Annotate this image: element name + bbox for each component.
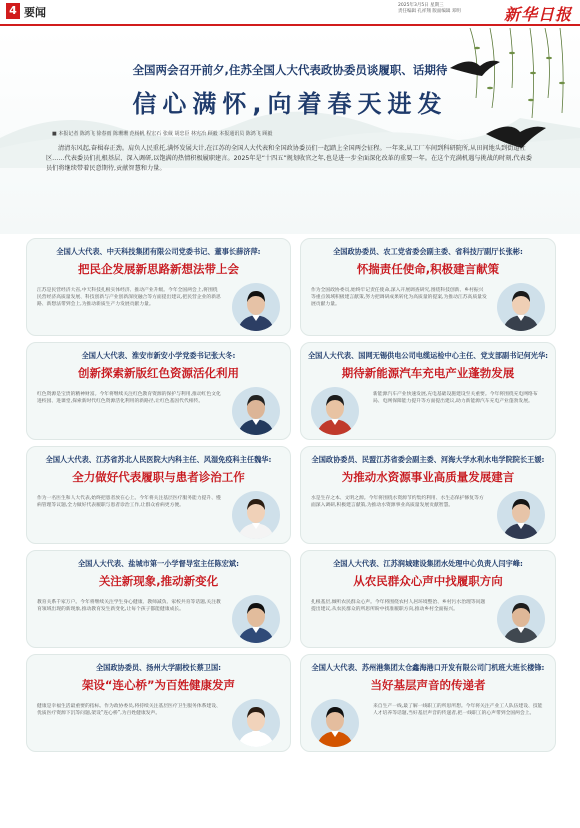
card-body: 水是生存之本、文明之源。今年将围绕水资源节约集约利用、水生态保护修复等方面深入调研,积极建言献策,为推动水资源事业高质量发展贡献智慧。 bbox=[311, 496, 484, 508]
portrait-photo bbox=[497, 283, 545, 331]
card-headline: 为推动水资源事业高质量发展建言 bbox=[341, 470, 515, 484]
hero-intro: 清清东风起,奋楫春正劲。肩负人民重托,满怀发展大计,在江苏的全国人大代表和全国政协委员们一起踏上全国两会征程。一年来,从工厂车间到科研院所,从田间地头到街道社区……代表委员们扎根基层、深入调研,以饱满的热情积极履职建言。2025年是“十四五”规划收官之年,也是进一步全面深化改革的重要一年。在这个充满机遇与挑战的时刻,代表委员们将继续带着民意期待,贡献智慧和力量。 bbox=[46, 145, 532, 172]
card-headline: 创新探索新版红色资源活化利用 bbox=[78, 366, 239, 380]
page-number: 4 bbox=[6, 3, 20, 19]
date-line: 2025年3月5日 星期三 bbox=[398, 3, 444, 8]
portrait-photo bbox=[232, 699, 280, 747]
masthead bbox=[0, 0, 580, 26]
portrait-photo bbox=[232, 283, 280, 331]
card-body: 作为全国政协委员,始终牢记责任使命,深入开展调查研究,围绕科技创新、乡村振兴等重点领域积极建言献策,努力把调研成果转化为高质量的提案,为推动江苏高质量发展贡献力量。 bbox=[311, 288, 487, 307]
portrait-photo bbox=[311, 387, 359, 435]
card-title: 全国人大代表、淮安市新安小学党委书记张大冬: bbox=[81, 351, 236, 360]
hero-headline: 信心满怀,向着春天进发 bbox=[132, 90, 448, 118]
date-block bbox=[398, 3, 496, 15]
interview-card bbox=[26, 446, 291, 544]
section-name: 要闻 bbox=[24, 6, 46, 19]
card-body: 健康是幸福生活最重要的指标。作为政协委员,将持续关注基层医疗卫生服务体系建设、优质医疗资源下沉等问题,架设“连心桥”,为百姓健康发声。 bbox=[37, 704, 221, 716]
interview-card bbox=[300, 654, 556, 752]
portrait-photo bbox=[311, 699, 359, 747]
card-title: 全国人大代表、盐城市第一小学督导室主任陈宏斌: bbox=[77, 559, 239, 568]
interview-card bbox=[300, 342, 556, 440]
card-body: 红色资源是宝贵的精神财富。今年将继续关注红色教育资源的保护与利用,推动红色文化进校园、进课堂,探索新时代红色资源活化利用的新路径,让红色基因代代相传。 bbox=[37, 392, 221, 404]
card-headline: 关注新现象,推动新变化 bbox=[98, 574, 219, 588]
card-title: 全国政协委员、扬州大学副校长蔡卫国: bbox=[95, 663, 222, 672]
card-headline: 全力做好代表履职与患者诊治工作 bbox=[72, 470, 245, 484]
portrait-photo bbox=[232, 491, 280, 539]
hero-credits: ■ 本报记者 陈鸿飞 徐春雨 陈珊珊 范杨帆 程宏石 张葳 胡忠臣 林宪冶 顾毅 本报通讯员 陈鸿飞 顾毅 bbox=[52, 131, 273, 137]
card-title: 全国人大代表、中天科技集团有限公司党委书记、董事长薛济萍: bbox=[56, 247, 261, 256]
card-body: 江苏是民营经济大省,中天科技扎根实体经济、推动产业升级。今年全国两会上,将围绕民营经济高质量发展、科技创新与产业创新深度融合等方面提出建议,把民营企业的新思路、新想法带到会上,为推动新质生产力发展贡献力量。 bbox=[37, 288, 221, 307]
editor-line: 责任编辑 孔祥翔 版面编辑 邓明 bbox=[398, 9, 461, 14]
card-body: 扎根基层,倾听农民群众心声。今年将围绕农村人居环境整治、乡村污水治理等问题提出建议,从农民群众的所思所盼中找准履职方向,推动乡村全面振兴。 bbox=[311, 600, 486, 612]
card-body: 教育关系千家万户。今年将继续关注学生身心健康、教师减负、家校共育等话题,关注教育领域出现的新现象,推动教育发生新变化,让每个孩子都能健康成长。 bbox=[37, 600, 221, 612]
card-title: 全国政协委员、民盟江苏省委会副主委、河海大学水利水电学院院长王媛: bbox=[311, 455, 545, 464]
newspaper-logo: 新华日报 bbox=[503, 5, 572, 24]
card-title: 全国政协委员、农工党省委会副主委、省科技厅副厅长张彬: bbox=[333, 247, 523, 256]
interview-card bbox=[26, 654, 291, 752]
portrait-photo bbox=[497, 491, 545, 539]
hero-kicker: 全国两会召开前夕,住苏全国人大代表政协委员谈履职、话期待 bbox=[132, 63, 448, 77]
card-headline: 怀揣责任使命,积极建言献策 bbox=[356, 262, 500, 276]
card-title: 全国人大代表、国网无锡供电公司电缆运检中心主任、党支部副书记何光华: bbox=[307, 351, 549, 360]
card-body: 新能源汽车产业快速发展,充电基础设施建设至关重要。今年将围绕充电网络布局、电网保障能力提升等方面提出建议,助力新能源汽车充电产业蓬勃发展。 bbox=[373, 392, 538, 404]
interview-card bbox=[26, 550, 291, 648]
portrait-photo bbox=[232, 595, 280, 643]
interview-card bbox=[300, 238, 556, 336]
card-title: 全国人大代表、江苏省苏北人民医院大内科主任、风湿免疫科主任魏华: bbox=[45, 455, 272, 464]
interview-card bbox=[26, 238, 291, 336]
card-headline: 当好基层声音的传递者 bbox=[370, 678, 486, 692]
interview-card bbox=[300, 446, 556, 544]
card-headline: 架设“连心桥”为百姓健康发声 bbox=[81, 678, 236, 692]
card-title: 全国人大代表、苏州港集团太仓鑫海港口开发有限公司门机班大班长楼锋: bbox=[311, 663, 545, 672]
card-headline: 把民企发展新思路新想法带上会 bbox=[78, 262, 239, 276]
card-title: 全国人大代表、江苏润城建设集团水处理中心负责人闫宇峰: bbox=[333, 559, 523, 568]
hero-banner bbox=[0, 28, 580, 234]
card-headline: 从农民群众心声中找履职方向 bbox=[353, 574, 503, 588]
card-headline: 期待新能源汽车充电产业蓬勃发展 bbox=[341, 366, 515, 380]
portrait-photo bbox=[497, 595, 545, 643]
portrait-photo bbox=[232, 387, 280, 435]
card-body: 来自生产一线,最了解一线职工的所思所想。今年将关注产业工人队伍建设、技能人才培养等话题,当好基层声音的传递者,把一线职工的心声带到全国两会上。 bbox=[373, 704, 543, 716]
interview-card bbox=[26, 342, 291, 440]
interview-card bbox=[300, 550, 556, 648]
card-body: 作为一名医生和人大代表,始终把患者放在心上。今年将关注基层医疗服务能力提升、慢病管理等议题,全力做好代表履职与患者诊治工作,让群众看病更方便。 bbox=[37, 496, 221, 508]
